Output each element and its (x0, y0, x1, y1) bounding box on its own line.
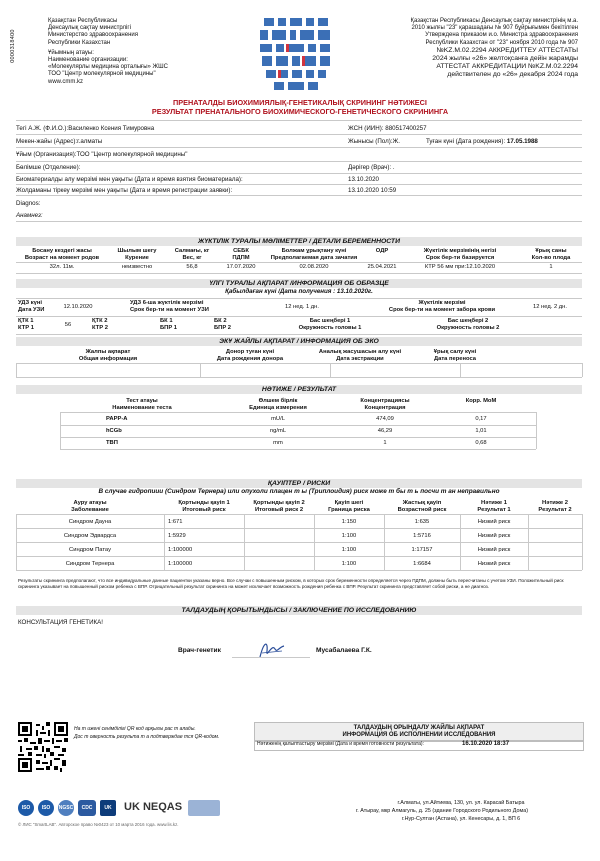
risks-cell: 1:100 (341, 561, 357, 567)
eko-header: Жалпы ақпарат Общая информация (78, 349, 138, 362)
results-cell: 0,17 (475, 416, 487, 422)
column-divider (164, 514, 165, 570)
ministry-line: Қазақстан Республикасы (48, 18, 118, 24)
patient-dob: 17.05.1988 (506, 138, 538, 145)
eko-header: Ұрық салу күні Дата переноса (433, 349, 477, 362)
patient-name: Василенко Ксения Тимуровна (68, 125, 155, 132)
pregnancy-value: 1 (549, 264, 553, 270)
pregnancy-value: 02.08.2020 (299, 264, 329, 270)
organization-value: ТОО "Центр молекулярной медицины" (76, 151, 188, 158)
row-divider (60, 412, 536, 413)
results-cell: mm (273, 440, 283, 446)
row-divider (16, 542, 582, 543)
pregnancy-header: Ұрық саны Кол-во плода (531, 248, 571, 261)
bpr2-label: БК 2 БПР 2 (214, 318, 232, 331)
risks-cell: 1:100000 (168, 561, 193, 567)
patient-dob-label: Туған күні (Дата рождения): (426, 138, 506, 145)
risks-warning: В случае гидропиии (Синдром Тернера) или опухоли плацен т ы (Триплоидия) риск може т бы т ь посчи т ан неправильно (98, 488, 500, 495)
address-line: г.Нур-Султан (Астана), ул. Кенесары, д. 1, ВП 6 (401, 816, 521, 822)
row-divider (16, 262, 582, 263)
results-cell: mU/L (271, 416, 285, 422)
pregnancy-value: 32л. 11м. (49, 264, 75, 270)
ministry-line: Республики Казахстан (48, 39, 111, 46)
department-label: Бөлімше (Отделение): (16, 164, 81, 171)
risks-cell: Синдром Дауна (68, 519, 112, 525)
ministry-line: Денсаулық сақтау министрлігі (48, 25, 131, 32)
department-row (16, 164, 80, 171)
iso-logo-icon: ISO (38, 800, 54, 816)
org-line: «Молекулярлы медицина орталығы» ЖШС (48, 64, 168, 71)
organization-row (16, 151, 187, 158)
results-cell: ng/mL (269, 428, 287, 434)
doctor-label: Дәрігер (Врач): (348, 164, 392, 171)
sample-date-label: Биоматериалды алу мерзімі мен уақыты (Дата и время взятия биоматериала): (16, 176, 243, 183)
column-divider (384, 514, 385, 570)
patient-iin-row (348, 125, 427, 132)
patient-sex: Ж. (392, 138, 400, 145)
ktr1-value: 56 (64, 322, 72, 328)
patient-name-row (16, 125, 154, 132)
patient-sex-label: Жынысы (Пол): (348, 138, 393, 145)
accreditation-line: №KZ.M.02.2294 АККРЕДИТТЕУ АТТЕСТАТЫ (436, 46, 578, 54)
accreditation-line: АТТЕСТАТ АККРЕДИТАЦИИ №KZ.M.02.2294 (436, 62, 578, 70)
org-website[interactable]: www.cmm.kz (48, 78, 83, 85)
risks-cell: 1:6684 (413, 561, 431, 567)
eko-header: Аналық жасушасын алу күні Дата экстракции (318, 349, 402, 362)
column-divider (536, 412, 537, 449)
risks-cell: Низкий риск (477, 561, 511, 567)
org-line: ТОО "Центр молекулярной медицины" (48, 71, 156, 78)
ktr2-label: ҚТК 2 КТР 2 (92, 318, 108, 331)
pregnancy-value: КТР 56 мм при:12.10.2020 (424, 264, 496, 270)
term-blood: 12 нед. 2 дн. (533, 304, 567, 310)
row-divider (16, 273, 582, 274)
row-divider (16, 556, 582, 557)
risks-cell: Низкий риск (477, 547, 511, 553)
term-blood-label: Жүктілік мерзімі Срок бер-ти на момент забора крови (388, 300, 496, 313)
pregnancy-header: Жүктілік мерзімінің негізі Срок бер-ти базируется (423, 248, 497, 261)
risks-cell: Синдром Тернера (65, 561, 115, 567)
risks-cell: 1:100000 (168, 547, 193, 553)
conclusion-section-title: ТАЛДАУДЫҢ ҚОРЫТЫНДЫСЫ / ЗАКЛЮЧЕНИЕ ПО ИССЛЕДОВАНИЮ (16, 606, 582, 615)
pregnancy-header: Салмағы, кг Вес, кг (174, 248, 210, 261)
risks-cell: Синдром Эдвардса (63, 533, 117, 539)
conclusion-text: КОНСУЛЬТАЦИЯ ГЕНЕТИКА! (18, 619, 103, 626)
column-divider (460, 363, 461, 377)
row-divider (16, 570, 582, 571)
geneticist-name: Мусабалаева Г.К. (316, 647, 372, 654)
risks-header: Ауру атауы Заболевание (71, 500, 109, 513)
doctor-row (348, 164, 395, 171)
results-header: Тест атауы Наименование теста (112, 398, 172, 411)
risks-header: Қауіп шегі Граница риска (328, 500, 370, 513)
column-divider (460, 514, 461, 570)
row-divider (60, 437, 536, 438)
risks-cell: 1:5929 (168, 533, 186, 539)
uk-logo-icon: UK (100, 800, 116, 816)
patient-name-label: Тегі А.Ж. (Ф.И.О.): (16, 125, 69, 132)
risks-cell: 1:100 (341, 533, 357, 539)
pregnancy-value: 56,8 (186, 264, 198, 270)
diagnosis-label: Diagnos: (16, 200, 41, 207)
pregnancy-value: 25.04.2021 (367, 264, 397, 270)
risks-cell: 1:150 (341, 519, 357, 525)
cdc-logo-icon: CDC (78, 800, 96, 816)
column-divider (582, 514, 583, 570)
head2-label: Бас шеңбері 2 Окружность головы 2 (436, 318, 500, 331)
qr-caption-kz: На т ижені сенімділігі QR код арқылы рас т алады. (74, 726, 196, 732)
org-line: Наименование организации: (48, 57, 128, 64)
organization-label: Ұйым (Организация): (16, 151, 77, 158)
execution-info-header (254, 722, 584, 742)
accreditation-line: 2024 жылғы «26» желтоқсанға дейін жарамды (432, 54, 578, 62)
patient-sex-row (348, 138, 400, 145)
pregnancy-section-title: ЖҮКТІЛІК ТУРАЛЫ МӘЛІМЕТТЕР / ДЕТАЛИ БЕРЕМЕННОСТИ (16, 237, 582, 246)
eko-header: Донор туған күні Дата рождения донора (216, 349, 284, 362)
ministry-block-left (48, 18, 228, 86)
address-line: г.Алматы, ул.Айтиева, 130, ул. ул. Карасай Батыра (397, 800, 525, 806)
registration-date-label: Жолдаманы тіркеу мерзімі мен уақыты (Дата и время регистрации заявки): (16, 187, 233, 194)
risks-section-title: ҚАУІПТЕР / РИСКИ (16, 479, 582, 488)
patient-address-row (16, 138, 102, 145)
patient-dob-row (426, 138, 538, 145)
org-line: Ұйымның атауы: (48, 49, 94, 56)
address-line: г. Атырау, мкр Алмагуль, д. 25 (здание Городского Родильного Дома) (355, 808, 529, 814)
risks-cell: 1:5716 (413, 533, 431, 539)
sample-section-title: ҮЛГІ ТУРАЛЫ АҚПАРАТ /ИНФОРМАЦИЯ ОБ ОБРАЗЦЕ (16, 279, 582, 288)
risks-cell: Синдром Патау (69, 547, 111, 553)
geneticist-label: Врач-генетик (178, 647, 221, 654)
results-cell: PAPP-A (106, 416, 128, 422)
results-section-title: НӘТИЖЕ / РЕЗУЛЬТАТ (16, 385, 582, 394)
risks-cell: 1:635 (414, 519, 430, 525)
risks-header: Нәтиже 1 Результат 1 (477, 500, 511, 513)
risks-cell: 1:100 (341, 547, 357, 553)
ministry-line: Министерство здравоохранения (48, 32, 138, 39)
approval-block-right (308, 18, 578, 79)
execution-title-kz: ТАЛДАУДЫҢ ОРЫНДАЛУ ЖАЙЛЫ АҚПАРАТ (353, 725, 485, 731)
registration-date: 13.10.2020 10:59 (348, 187, 397, 194)
risks-disclaimer: Результаты скрининга предполагают, что все индивидуальные данные пациентки указаны верно. Все случаи с повышенным риском, в которых срок беременности определяется через ПДПМ, должны быть пересчитаны с учетом УЗИ. Положительный риск скрининга указывает на повышенный риском ребенка с ВПР. Отрицательный результат скрининга на может исключает возможность рождения ребенка с ВПР. Результат скрининга представляет собой риски, а не диагноз. (18, 578, 564, 589)
pregnancy-value: неизвестно (121, 264, 153, 270)
approval-line: Қазақстан Республикасы Денсаулық сақтау министрінің м.а. (410, 18, 578, 24)
column-divider (314, 514, 315, 570)
result-ready-label: Нәтиженің қалыптастыру мерзімі (Дата и время готовности результата): (257, 741, 424, 747)
row-divider (16, 363, 582, 364)
column-divider (16, 363, 17, 377)
results-cell: 474,09 (376, 416, 394, 422)
accreditation-line: действителен до «26» декабря 2024 года (447, 70, 578, 78)
eko-section-title: ЭКҰ ЖАЙЛЫ АҚПАРАТ / ИНФОРМАЦИЯ ОБ ЭКО (16, 337, 582, 346)
title-kz: ПРЕНАТАЛДЫ БИОХИМИЯЛЫҚ-ГЕНЕТИКАЛЫҚ СКРИНИНГ НӘТИЖЕСІ (173, 98, 427, 107)
results-cell: 46,29 (377, 428, 393, 434)
ktr1-label: ҚТК 1 КТР 1 (18, 318, 34, 331)
pregnancy-header: СЕБК ПДПМ (232, 248, 250, 261)
approval-line: Утверждена приказом и.о. Министра здравоохранения (425, 32, 578, 39)
title-ru: РЕЗУЛЬТАТ ПРЕНАТАЛЬНОГО БИОХИМИЧЕСКОГО-ГЕНЕТИЧЕСКОГО СКРИНИНГА (151, 106, 449, 116)
results-cell: hCGb (106, 428, 122, 434)
results-cell: 1,01 (475, 428, 487, 434)
column-divider (582, 363, 583, 377)
column-divider (200, 363, 201, 377)
copyright: © ЛИС "SmartLAB". Авторское право №0423 от 10 марта 2016 года. www.lis.kz. (18, 822, 179, 827)
term-uzd: 12 нед. 1 дн. (285, 304, 319, 310)
column-divider (16, 514, 17, 570)
uk-neqas-logo: UK NEQAS (124, 801, 183, 813)
results-cell: ТВП (106, 440, 118, 446)
ngsc-logo-icon: NGSC (58, 800, 74, 816)
head1-label: Бас шеңбері 1 Окружность головы 1 (298, 318, 362, 331)
sample-received-date: Қабылдаған күні /Дата получения : 13.10.2020г. (225, 288, 373, 295)
risks-header: Қортынды қауіп 1 Итоговый риск (178, 500, 230, 513)
row-divider (60, 425, 536, 426)
result-ready-date: 16.10.2020 18:37 (462, 741, 510, 747)
page-title (0, 99, 600, 116)
risks-header: Қортынды қауіп 2 Итоговый риск 2 (253, 500, 305, 513)
approval-line: Республики Казахстан от "23" ноября 2010 года № 907 (425, 39, 578, 46)
sample-date: 13.10.2020 (348, 176, 379, 183)
column-divider (244, 514, 245, 570)
results-cell: 1 (383, 440, 387, 446)
approval-line: 2010 жылғы "23" қарашадағы № 907 бұйрығымен бекітілген (411, 25, 578, 32)
uzd-date-label: УДЗ күні Дата УЗИ (18, 300, 45, 313)
qr-code-icon[interactable] (18, 722, 68, 772)
risks-cell: Низкий риск (477, 519, 511, 525)
pregnancy-header: Босану кездегі жасы Возраст на момент родов (24, 248, 100, 261)
column-divider (60, 412, 61, 449)
risks-cell: 1:17157 (411, 547, 433, 553)
risks-header: Жастық қауіп Возрастной риск (397, 500, 447, 513)
risks-cell: Низкий риск (477, 533, 511, 539)
signature-icon (256, 637, 288, 663)
column-divider (330, 363, 331, 377)
row-divider (60, 449, 536, 450)
results-cell: 0,68 (475, 440, 487, 446)
results-header: Концентрациясы Концентрация (360, 398, 410, 411)
column-divider (528, 514, 529, 570)
anamnesis-label: Анамнез: (16, 212, 43, 219)
partner-logo-icon (188, 800, 220, 816)
pregnancy-header: Шылым шегу Курение (117, 248, 157, 261)
pregnancy-header: Болжам ұрықтану күні Предполагаемая дата зачатия (270, 248, 358, 261)
row-divider (16, 514, 582, 515)
term-uzd-label: УДЗ 6-ша жүктілік мерзімі Срок бер-ти на момент УЗИ (130, 300, 209, 313)
risks-cell: 1:671 (168, 519, 183, 525)
execution-title-ru: ИНФОРМАЦИЯ ОБ ИСПОЛНЕНИИ ИССЛЕДОВАНИЯ (342, 732, 496, 738)
patient-iin: 880517400257 (385, 125, 427, 132)
document-code: 0000318400 (10, 29, 16, 63)
patient-iin-label: ЖСН (ИИН): (348, 125, 384, 132)
pregnancy-header: ОДР (375, 248, 389, 254)
row-divider (16, 528, 582, 529)
risks-header: Нәтиже 2 Результат 2 (538, 500, 572, 513)
qr-caption-ru: Дос т оверность результа т а подтверждае тся QR-кодом. (74, 734, 220, 740)
doctor-value: . (392, 164, 395, 171)
patient-address: г.алматы (77, 138, 103, 145)
uzd-date: 12.10.2020 (63, 304, 93, 310)
pregnancy-value: 17.07.2020 (226, 264, 256, 270)
iso-logo-icon: ISO (18, 800, 34, 816)
results-header: Өлшем бірлік Единица измерения (249, 398, 307, 411)
results-header: Корр. МоМ (465, 398, 497, 404)
bpr1-label: БК 1 БПР 1 (160, 318, 178, 331)
patient-address-label: Мекен-жайы (Адрес): (16, 138, 78, 145)
row-divider (16, 377, 582, 378)
